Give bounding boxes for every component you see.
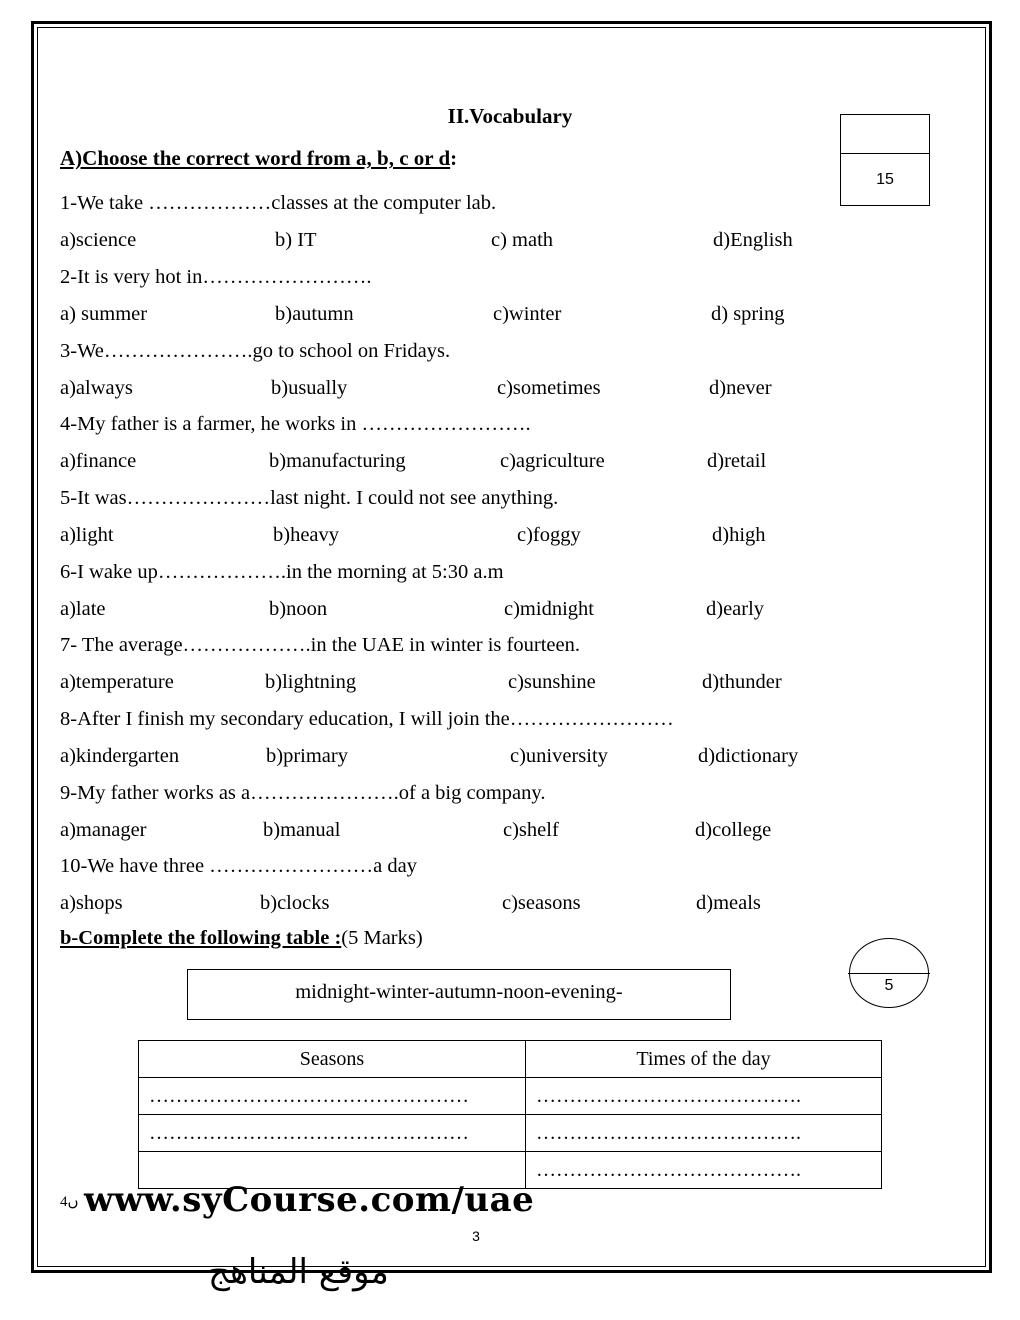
- table-row: [139, 1115, 882, 1152]
- option-a[interactable]: a)science: [60, 229, 137, 251]
- question-9: 9-My father works as a………………….of a big company.: [60, 782, 546, 804]
- site-url-watermark[interactable]: www.syCourse.com/uae: [84, 1180, 535, 1220]
- part-b-heading: b-Complete the following table :(5 Marks): [60, 927, 423, 949]
- option-d[interactable]: d)English: [713, 229, 793, 251]
- header-times-of-day: Times of the day: [526, 1041, 882, 1078]
- score-circle-part-b: [849, 938, 929, 1008]
- option-c[interactable]: c)winter: [493, 303, 562, 325]
- question-4: 4-My father is a farmer, he works in …………………….: [60, 413, 531, 435]
- arabic-logo: موقع المناهج: [208, 1252, 389, 1292]
- option-a[interactable]: a)shops: [60, 892, 123, 914]
- option-d[interactable]: d)college: [695, 819, 772, 841]
- option-a[interactable]: a)late: [60, 598, 106, 620]
- option-c[interactable]: c)university: [510, 745, 608, 767]
- blank-cell[interactable]: ………………………………….: [526, 1115, 882, 1152]
- option-c[interactable]: c) math: [491, 229, 554, 251]
- blank-cell[interactable]: ………………………………….: [526, 1078, 882, 1115]
- score-circle-value: 5: [884, 977, 894, 994]
- option-a[interactable]: a)finance: [60, 450, 137, 472]
- option-d[interactable]: d)early: [706, 598, 765, 620]
- option-b[interactable]: b) IT: [275, 229, 317, 251]
- question-7: 7- The average……………….in the UAE in winter is fourteen.: [60, 634, 580, 656]
- option-b[interactable]: b)clocks: [260, 892, 330, 914]
- word-bank: midnight-winter-autumn-noon-evening-: [187, 969, 731, 1020]
- header-seasons: Seasons: [139, 1041, 526, 1078]
- score-box-value: 15: [876, 171, 894, 188]
- option-c[interactable]: c)agriculture: [500, 450, 605, 472]
- option-b[interactable]: b)noon: [269, 598, 328, 620]
- option-d[interactable]: d)retail: [707, 450, 767, 472]
- blank-cell[interactable]: …………………………………………: [139, 1115, 526, 1152]
- table-row: [139, 1078, 882, 1115]
- option-b[interactable]: b)primary: [266, 745, 348, 767]
- option-b[interactable]: b)manufacturing: [269, 450, 406, 472]
- option-d[interactable]: d)thunder: [702, 671, 782, 693]
- option-b[interactable]: b)lightning: [265, 671, 357, 693]
- option-a[interactable]: a)manager: [60, 819, 147, 841]
- complete-table: [138, 1040, 882, 1189]
- option-d[interactable]: d)never: [709, 377, 772, 399]
- score-box-part-a: [840, 114, 930, 206]
- option-c[interactable]: c)foggy: [517, 524, 581, 546]
- part-a-heading: A)Choose the correct word from a, b, c or d:: [60, 146, 458, 170]
- question-1: 1-We take ………………classes at the computer lab.: [60, 192, 497, 214]
- option-a[interactable]: a) summer: [60, 303, 148, 325]
- question-8: 8-After I finish my secondary education, I will join the……………………: [60, 708, 674, 730]
- blank-cell[interactable]: …………………………………………: [139, 1078, 526, 1115]
- option-a[interactable]: a)always: [60, 377, 133, 399]
- question-5: 5-It was…………………last night. I could not see anything.: [60, 487, 559, 509]
- option-c[interactable]: c)midnight: [504, 598, 594, 620]
- question-6: 6-I wake up……………….in the morning at 5:30 a.m: [60, 561, 504, 583]
- page-number: 3: [472, 1228, 480, 1244]
- option-a[interactable]: a)kindergarten: [60, 745, 180, 767]
- section-title: II.Vocabulary: [447, 104, 573, 128]
- option-d[interactable]: d)dictionary: [698, 745, 799, 767]
- option-a[interactable]: a)temperature: [60, 671, 174, 693]
- question-3: 3-We………………….go to school on Fridays.: [60, 340, 451, 362]
- option-d[interactable]: d)high: [712, 524, 766, 546]
- option-c[interactable]: c)sometimes: [497, 377, 601, 399]
- option-d[interactable]: d) spring: [711, 303, 785, 325]
- option-c[interactable]: c)shelf: [503, 819, 559, 841]
- option-c[interactable]: c)seasons: [502, 892, 581, 914]
- option-b[interactable]: b)usually: [271, 377, 348, 399]
- blank-cell[interactable]: ………………………………….: [526, 1152, 882, 1189]
- signature-mark: 4ں: [60, 1194, 79, 1210]
- option-b[interactable]: b)heavy: [273, 524, 340, 546]
- question-10: 10-We have three ……………………a day: [60, 855, 417, 877]
- question-2: 2-It is very hot in…………………….: [60, 266, 372, 288]
- option-b[interactable]: b)autumn: [275, 303, 354, 325]
- option-c[interactable]: c)sunshine: [508, 671, 596, 693]
- option-a[interactable]: a)light: [60, 524, 114, 546]
- table-header-row: [139, 1041, 882, 1078]
- option-d[interactable]: d)meals: [696, 892, 761, 914]
- option-b[interactable]: b)manual: [263, 819, 341, 841]
